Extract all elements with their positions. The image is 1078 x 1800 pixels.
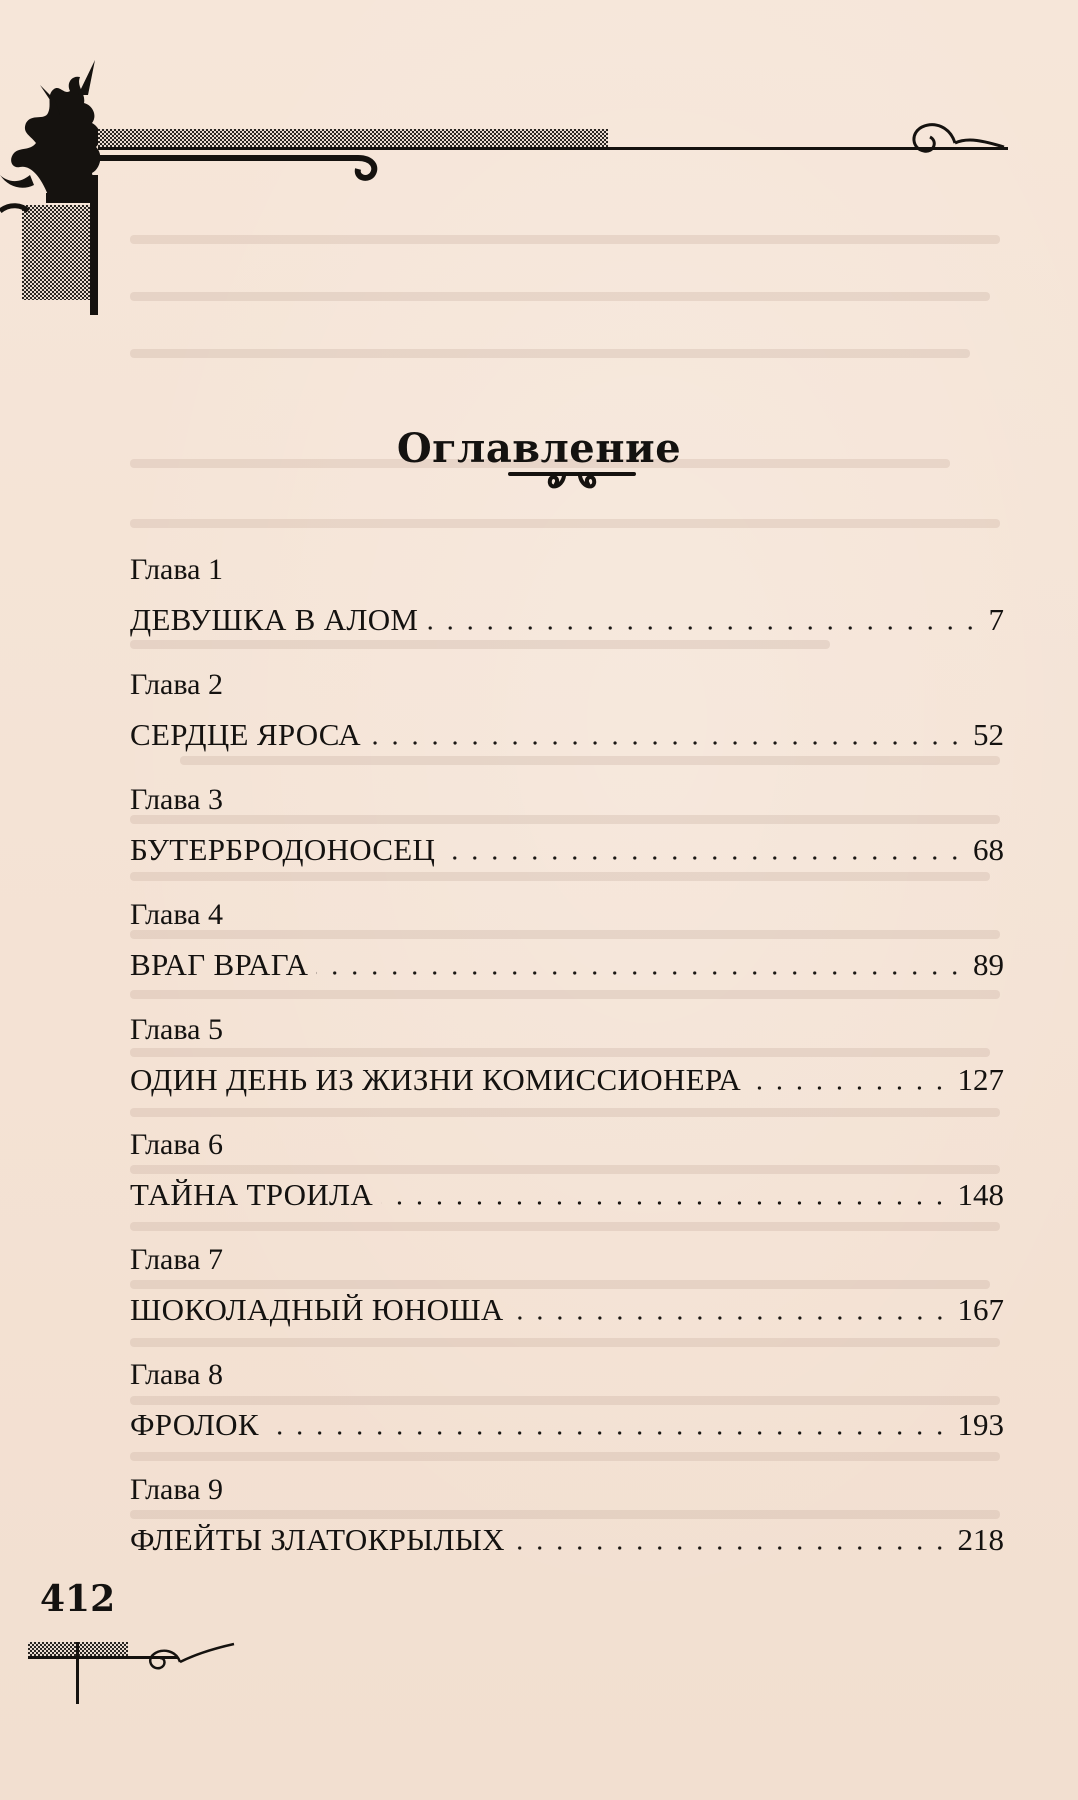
dragon-icon [0,60,100,203]
chapter-title: ФРОЛОК [130,1407,259,1442]
entry-line [130,1054,1004,1102]
dot-leader [267,1430,950,1436]
chapter-label: Глава 7 [130,1243,223,1276]
dot-leader [749,1085,949,1091]
entry-line [130,1169,1004,1217]
chapter-page-number: 127 [957,1062,1004,1097]
chapter-label: Глава 4 [130,898,223,931]
entry-line [130,1514,1004,1562]
chapter-page-number: 52 [973,717,1004,752]
header-ornament [0,55,1010,315]
toc-entry[interactable] [130,1353,1004,1468]
chapter-title: ШОКОЛАДНЫЙ ЮНОША [130,1292,504,1327]
dot-leader [381,1200,949,1206]
dot-leader [512,1315,950,1321]
dot-leader [316,970,965,976]
dot-leader [369,740,965,746]
toc-entry[interactable] [130,1123,1004,1238]
chapter-label: Глава 8 [130,1358,223,1391]
toc-entry[interactable] [130,1008,1004,1123]
chapter-label: Глава 2 [130,668,223,701]
chapter-title: ФЛЕЙТЫ ЗЛАТОКРЫЛЫХ [130,1522,505,1557]
toc-entry[interactable] [130,548,1004,663]
toc-entry[interactable] [130,1468,1004,1583]
chapter-title: ДЕВУШКА В АЛОМ [130,602,419,637]
title-flourish-icon [508,466,636,498]
entry-line [130,1284,1004,1332]
toc-entry[interactable] [130,893,1004,1008]
chapter-page-number: 89 [973,947,1004,982]
chapter-label: Глава 9 [130,1473,223,1506]
chapter-title: ТАЙНА ТРОИЛА [130,1177,374,1212]
chapter-page-number: 218 [957,1522,1004,1557]
dot-leader [426,625,980,631]
toc-entry[interactable] [130,778,1004,893]
chapter-page-number: 68 [973,832,1004,867]
chapter-title: ОДИН ДЕНЬ ИЗ ЖИЗНИ КОМИССИОНЕРА [130,1062,742,1097]
table-of-contents [130,548,1004,1583]
chapter-title: ВРАГ ВРАГА [130,947,309,982]
page-number: 412 [40,1578,116,1620]
entry-line [130,709,1004,757]
chapter-label: Глава 6 [130,1128,223,1161]
toc-entry[interactable] [130,663,1004,778]
toc-entry[interactable] [130,1238,1004,1353]
entry-line [130,1399,1004,1447]
entry-line [130,824,1004,872]
chapter-label: Глава 1 [130,553,223,586]
chapter-title: БУТЕРБРОДОНОСЕЦ [130,832,436,867]
entry-line [130,939,1004,987]
dot-leader [513,1545,950,1551]
chapter-page-number: 167 [957,1292,1004,1327]
footer-ornament [20,1632,250,1707]
chapter-page-number: 193 [957,1407,1004,1442]
chapter-page-number: 7 [988,602,1004,637]
entry-line [130,594,1004,642]
chapter-page-number: 148 [957,1177,1004,1212]
page-title: Оглавление [396,424,682,472]
chapter-label: Глава 5 [130,1013,223,1046]
dot-leader [443,855,965,861]
chapter-title: СЕРДЦЕ ЯРОСА [130,717,361,752]
chapter-label: Глава 3 [130,783,223,816]
